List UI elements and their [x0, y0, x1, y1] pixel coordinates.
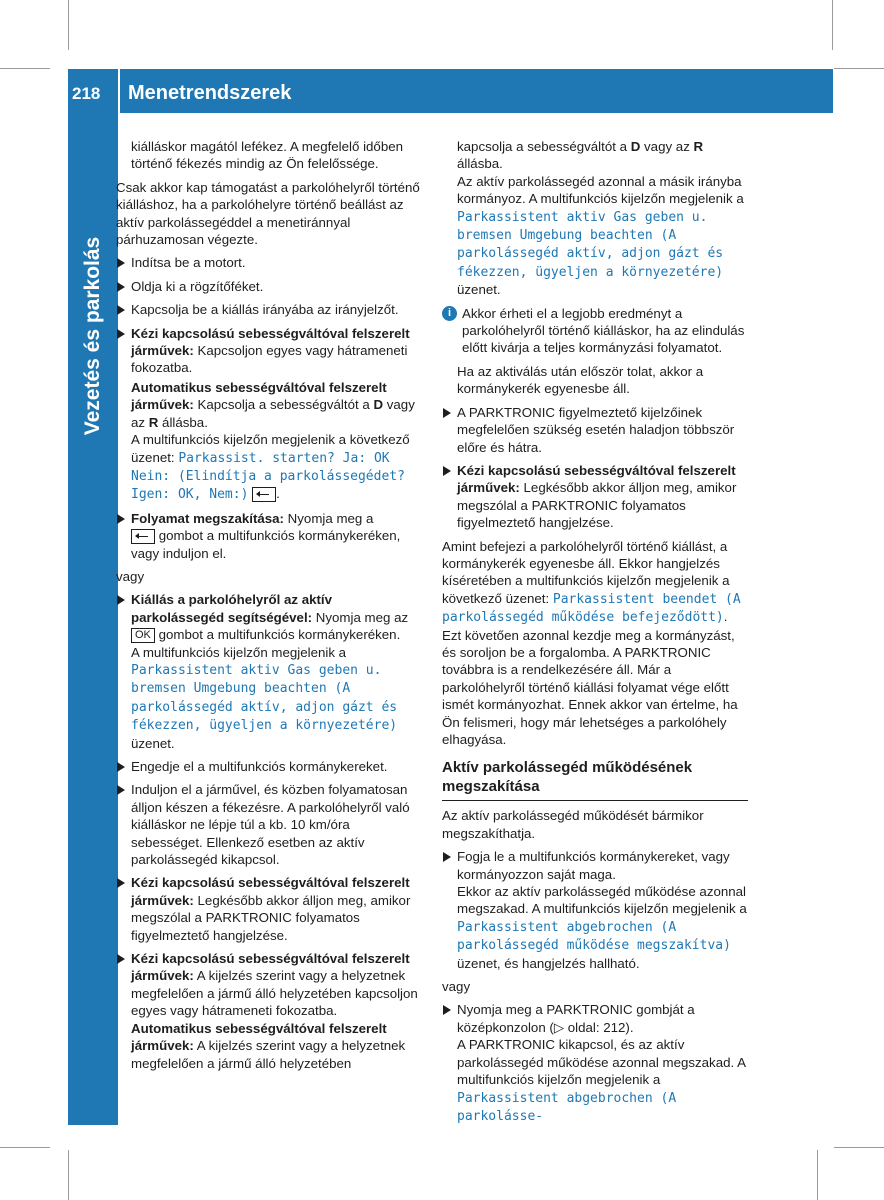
list-item-continuation [442, 138, 748, 299]
crop-mark [817, 1150, 818, 1200]
back-button-icon [252, 487, 276, 502]
crop-mark [68, 1150, 69, 1200]
paragraph [442, 538, 748, 749]
paragraph: Csak akkor kap támogatást a parkolóhelyről történő kiálláshoz, ha a parkolóhelyre történő beállást az aktív parkolássegéddel a menetiránnyal párhuzamosan végezte. [116, 179, 420, 248]
bullet-arrow-icon [443, 466, 451, 476]
text: A PARKTRONIC kikapcsol, és az aktív parkolássegéd működése azonnal megszakad. A multifunkciós kijelzőn megjelenik a [457, 1037, 746, 1088]
gear-r: R [693, 139, 704, 154]
text: üzenet. [131, 735, 175, 751]
display-message: Parkassistent abgebrochen (A parkolássegéd működése megszakítva) [457, 919, 731, 954]
display-message: Parkassist. starten? Ja: OK Nein: (Elindítja a parkolássegédet? Igen: OK, Nem:) [131, 450, 405, 503]
text: Az aktív parkolássegéd azonnal a másik irányba kormányoz. A multifunkciós kijelzőn megjelenik a [457, 173, 744, 207]
bullet-arrow-icon [117, 258, 125, 268]
gear-d: D [373, 397, 384, 413]
bullet-arrow-icon [117, 282, 125, 292]
right-column [442, 138, 748, 1131]
list-item-text: Induljon el a járművel, és közben folyamatosan álljon készen a fékezésre. A parkolóhelyről való kiálláskor ne lépje túl a kb. 10 km/óra sebességet. Ellenkező esetben az aktív parkolássegéd kikapcsol. [131, 782, 410, 868]
list-item-continuation [116, 1020, 422, 1072]
bold-label: Kiállás a parkolóhelyről az aktív parkolássegéd segítségével: [131, 592, 333, 625]
bullet-arrow-icon [117, 785, 125, 795]
text: állásba. [457, 156, 503, 172]
bold-label: Kézi kapcsolású sebességváltóval felszerelt járművek: [131, 951, 410, 984]
text: Legkésőbb akkor álljon meg, amikor megszólal a PARKTRONIC folyamatos figyelmeztető hangjelzése. [457, 480, 737, 531]
text: vagy az [131, 397, 415, 430]
list-item-continuation [116, 431, 422, 504]
text: Amint befejezi a parkolóhelyről történő kiállást, a kormánykerék egyenesbe áll. Ekkor hangjelzés kíséretében a multifunkciós kijelzőn megjelenik a következő üzenet: [442, 538, 730, 606]
list-item [116, 758, 422, 775]
list-item-text: Kapcsoljon egyes vagy hátrameneti fokozatba. [131, 343, 408, 376]
list-item-text: Fogja le a multifunkciós kormánykereket, vagy kormányozzon saját maga. [457, 849, 730, 882]
bold-label: Folyamat megszakítása: [131, 510, 284, 526]
list-item-continuation [116, 644, 422, 752]
gear-d: D [630, 139, 641, 154]
list-item-continuation [116, 379, 422, 431]
list-item [442, 848, 748, 883]
bullet-arrow-icon [117, 305, 125, 315]
display-message: Parkassistent aktiv Gas geben u. bremsen Umgebung beachten (A parkolássegéd aktív, adjon gázt és fékezzen, ügyeljen a környezetére) [457, 209, 724, 280]
bold-label: Automatikus sebességváltóval felszerelt járművek: [131, 1020, 387, 1054]
list-item [116, 325, 422, 377]
text: A kijelzés szerint vagy a helyzetnek megfelelően a jármű álló helyzetében kapcsoljon egyes vagy hátrameneti fokozatba. [131, 968, 418, 1019]
text: Legkésőbb akkor álljon meg, amikor megszólal a PARKTRONIC folyamatos figyelmeztető hangjelzése. [131, 892, 411, 943]
info-text: Ha az aktiválás után először tolat, akkor a kormánykerék egyenesbe áll. [457, 363, 704, 397]
or-text: vagy [116, 568, 145, 584]
text: A multifunkciós kijelzőn megjelenik a [131, 644, 347, 660]
display-message: Parkassistent abgebrochen (A parkolásse- [457, 1090, 677, 1124]
list-item-text: Indítsa be a motort. [131, 255, 246, 271]
bold-label: Kézi kapcsolású sebességváltóval felszerelt járművek: [457, 462, 736, 496]
crop-mark [834, 68, 884, 69]
list-item-text: Nyomja meg a PARKTRONIC gombját a középkonzolon (▷ oldal: 212). [457, 1002, 695, 1035]
text: A multifunkciós kijelzőn megjelenik a következő üzenet: [131, 432, 410, 465]
text: Ekkor az aktív parkolássegéd működése azonnal megszakad. A multifunkciós kijelzőn megjelenik a [457, 884, 747, 917]
list-item [442, 1001, 748, 1036]
crop-mark [0, 68, 50, 69]
list-item [442, 462, 748, 532]
list-item-text: A PARKTRONIC figyelmeztető kijelzőinek megfelelően szükség esetén haladjon többször előre és hátra. [457, 404, 735, 455]
text: állásba. [158, 414, 208, 430]
back-button-icon [131, 529, 155, 544]
list-item-continuation [442, 883, 748, 972]
text: kapcsolja a sebességváltót a [457, 139, 631, 154]
or-text: vagy [442, 979, 471, 995]
text: . [276, 486, 280, 502]
header-divider [118, 69, 120, 113]
bold-label: Kézi kapcsolású sebességváltóval felszerelt járművek: [131, 325, 410, 359]
list-item [442, 404, 748, 456]
info-text: Akkor érheti el a legjobb eredményt a parkolóhelyről történő kiálláskor, ha az elindulás előtt kivárja a teljes kormányzási folyamatot. [462, 305, 745, 356]
paragraph: kiálláskor magától lefékez. A megfelelő időben történő fékezés mindig az Ön felelőssége. [131, 139, 404, 172]
chapter-title: Menetrendszerek [128, 82, 292, 104]
section-heading: Aktív parkolássegéd működésének megszakítása [442, 758, 748, 801]
text: gombot a multifunkciós kormánykeréken, vagy induljon el. [131, 528, 401, 561]
paragraph: Az aktív parkolássegéd működését bármikor megszakíthatja. [442, 808, 704, 841]
text: . Ezt követően azonnal kezdje meg a kormányzást, és soroljon be a forgalomba. A PARKTRONIC továbbra is a rendelkezésére áll. Már a parkolóhelyről történő kiállási folyamat vége előtt ismét kormányozhat. Ennek akkor van értelme, ha Ön felismeri, hogy már lehetséges a parkolóhely elhagyása. [442, 609, 738, 747]
text: vagy az [640, 139, 694, 154]
text: Nyomja meg az [312, 609, 409, 625]
text: Nyomja meg a [283, 510, 374, 526]
list-item [116, 591, 422, 643]
bullet-arrow-icon [117, 514, 125, 524]
bullet-arrow-icon [117, 595, 125, 605]
text: gombot a multifunkciós kormánykeréken. [154, 627, 401, 643]
list-item [116, 874, 422, 944]
info-note [442, 305, 748, 357]
text: A kijelzés szerint vagy a helyzetnek megfelelően a jármű álló helyzetében [131, 1038, 406, 1071]
gear-r: R [148, 414, 159, 430]
left-column [116, 138, 422, 1078]
crop-mark [832, 0, 833, 50]
bold-label: Automatikus sebességváltóval felszerelt járművek: [131, 379, 387, 413]
list-item [116, 254, 422, 271]
list-item [116, 278, 422, 295]
bullet-arrow-icon [117, 954, 125, 964]
bullet-arrow-icon [443, 408, 451, 418]
list-item-text: Oldja ki a rögzítőféket. [131, 278, 264, 294]
crop-mark [68, 0, 69, 50]
text: Kapcsolja a sebességváltót a [193, 397, 374, 413]
crop-mark [834, 1147, 884, 1148]
bullet-arrow-icon [117, 762, 125, 772]
crop-mark [0, 1147, 50, 1148]
text: üzenet. [457, 282, 501, 298]
side-tab-label: Vezetés és parkolás [81, 236, 104, 436]
ok-key: OK [131, 628, 155, 643]
list-item [116, 781, 422, 868]
info-icon: i [442, 306, 457, 321]
display-message: Parkassistent beendet (A parkolássegéd működése befejeződött) [442, 591, 741, 626]
bullet-arrow-icon [443, 852, 451, 862]
list-item [116, 301, 422, 318]
list-item-continuation [442, 1036, 748, 1125]
list-item-text: Kapcsolja be a kiállás irányába az irányjelzőt. [131, 302, 399, 318]
page-number: 218 [72, 84, 101, 103]
bullet-arrow-icon [117, 329, 125, 339]
bullet-arrow-icon [117, 878, 125, 888]
list-item [116, 510, 422, 562]
bold-label: Kézi kapcsolású sebességváltóval felszerelt járművek: [131, 875, 410, 908]
bullet-arrow-icon [443, 1005, 451, 1015]
text: üzenet, és hangjelzés hallható. [457, 955, 640, 971]
list-item [116, 950, 422, 1020]
list-item-text: Engedje el a multifunkciós kormánykereket. [131, 759, 388, 774]
display-message: Parkassistent aktiv Gas geben u. bremsen Umgebung beachten (A parkolássegéd aktív, adjon gázt és fékezzen, ügyeljen a környezetére) [131, 662, 398, 734]
info-note-continuation [442, 363, 748, 398]
